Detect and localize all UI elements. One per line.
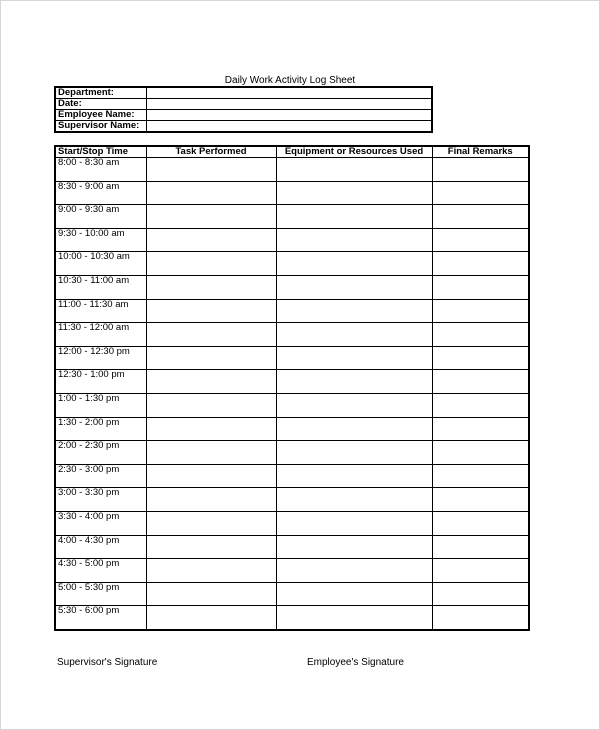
table-row [55,346,529,370]
time-slot-cell: 8:30 - 9:00 am [55,181,146,205]
task-performed-cell[interactable] [146,393,276,417]
task-performed-cell[interactable] [146,158,276,182]
task-performed-cell[interactable] [146,559,276,583]
equipment-resources-cell[interactable] [276,417,432,441]
task-performed-cell[interactable] [146,582,276,606]
task-performed-cell[interactable] [146,252,276,276]
equipment-resources-cell[interactable] [276,488,432,512]
equipment-resources-cell[interactable] [276,346,432,370]
final-remarks-cell[interactable] [432,488,529,512]
final-remarks-cell[interactable] [432,205,529,229]
task-performed-cell[interactable] [146,181,276,205]
table-row [55,323,529,347]
table-row [55,441,529,465]
table-row [55,393,529,417]
equipment-resources-cell[interactable] [276,464,432,488]
header-start-stop-time: Start/Stop Time [55,146,146,158]
final-remarks-cell[interactable] [432,252,529,276]
final-remarks-cell[interactable] [432,582,529,606]
department-field[interactable] [147,87,433,99]
time-slot-cell: 1:00 - 1:30 pm [55,393,146,417]
header-equipment-resources: Equipment or Resources Used [276,146,432,158]
final-remarks-cell[interactable] [432,606,529,630]
time-slot-cell: 9:30 - 10:00 am [55,228,146,252]
table-row [55,275,529,299]
time-slot-cell: 12:00 - 12:30 pm [55,346,146,370]
equipment-resources-cell[interactable] [276,299,432,323]
table-row [55,606,529,630]
final-remarks-cell[interactable] [432,370,529,394]
equipment-resources-cell[interactable] [276,393,432,417]
table-row [55,205,529,229]
document-title: Daily Work Activity Log Sheet [224,75,356,86]
time-slot-cell: 9:00 - 9:30 am [55,205,146,229]
final-remarks-cell[interactable] [432,275,529,299]
info-row-department [55,87,432,99]
time-slot-cell: 4:00 - 4:30 pm [55,535,146,559]
log-header-row [55,146,529,158]
task-performed-cell[interactable] [146,228,276,252]
log-body [55,158,529,630]
info-row-employee-name [55,110,432,121]
time-slot-cell: 11:00 - 11:30 am [55,299,146,323]
final-remarks-cell[interactable] [432,559,529,583]
task-performed-cell[interactable] [146,606,276,630]
date-field[interactable] [147,99,433,110]
table-row [55,299,529,323]
task-performed-cell[interactable] [146,441,276,465]
table-row [55,228,529,252]
task-performed-cell[interactable] [146,346,276,370]
time-slot-cell: 10:30 - 11:00 am [55,275,146,299]
header-final-remarks: Final Remarks [432,146,529,158]
equipment-resources-cell[interactable] [276,181,432,205]
time-slot-cell: 5:30 - 6:00 pm [55,606,146,630]
equipment-resources-cell[interactable] [276,158,432,182]
final-remarks-cell[interactable] [432,181,529,205]
task-performed-cell[interactable] [146,464,276,488]
final-remarks-cell[interactable] [432,393,529,417]
task-performed-cell[interactable] [146,275,276,299]
info-table [54,86,433,133]
time-slot-cell: 4:30 - 5:00 pm [55,559,146,583]
equipment-resources-cell[interactable] [276,323,432,347]
time-slot-cell: 11:30 - 12:00 am [55,323,146,347]
department-label: Department: [55,87,147,99]
task-performed-cell[interactable] [146,370,276,394]
time-slot-cell: 3:30 - 4:00 pm [55,511,146,535]
time-slot-cell: 2:30 - 3:00 pm [55,464,146,488]
equipment-resources-cell[interactable] [276,511,432,535]
supervisor-name-field[interactable] [147,121,433,133]
table-row [55,582,529,606]
time-slot-cell: 1:30 - 2:00 pm [55,417,146,441]
table-row [55,252,529,276]
info-row-date [55,99,432,110]
final-remarks-cell[interactable] [432,158,529,182]
task-performed-cell[interactable] [146,488,276,512]
equipment-resources-cell[interactable] [276,559,432,583]
header-task-performed: Task Performed [146,146,276,158]
final-remarks-cell[interactable] [432,323,529,347]
task-performed-cell[interactable] [146,417,276,441]
time-slot-cell: 5:00 - 5:30 pm [55,582,146,606]
employee-name-label: Employee Name: [55,110,147,121]
table-row [55,181,529,205]
equipment-resources-cell[interactable] [276,228,432,252]
final-remarks-cell[interactable] [432,441,529,465]
final-remarks-cell[interactable] [432,417,529,441]
equipment-resources-cell[interactable] [276,205,432,229]
task-performed-cell[interactable] [146,323,276,347]
date-label: Date: [55,99,147,110]
employee-name-field[interactable] [147,110,433,121]
table-row [55,535,529,559]
table-row [55,559,529,583]
final-remarks-cell[interactable] [432,535,529,559]
table-row [55,488,529,512]
activity-log-table [54,145,530,631]
task-performed-cell[interactable] [146,511,276,535]
info-row-supervisor-name [55,121,432,133]
time-slot-cell: 3:00 - 3:30 pm [55,488,146,512]
final-remarks-cell[interactable] [432,346,529,370]
table-row [55,370,529,394]
task-performed-cell[interactable] [146,535,276,559]
task-performed-cell[interactable] [146,299,276,323]
time-slot-cell: 10:00 - 10:30 am [55,252,146,276]
equipment-resources-cell[interactable] [276,252,432,276]
supervisor-signature-label: Supervisor's Signature [57,657,158,668]
equipment-resources-cell[interactable] [276,535,432,559]
employee-signature-label: Employee's Signature [307,657,404,668]
task-performed-cell[interactable] [146,205,276,229]
final-remarks-cell[interactable] [432,464,529,488]
time-slot-cell: 8:00 - 8:30 am [55,158,146,182]
table-row [55,464,529,488]
time-slot-cell: 12:30 - 1:00 pm [55,370,146,394]
time-slot-cell: 2:00 - 2:30 pm [55,441,146,465]
equipment-resources-cell[interactable] [276,275,432,299]
table-row [55,158,529,182]
final-remarks-cell[interactable] [432,299,529,323]
equipment-resources-cell[interactable] [276,370,432,394]
supervisor-name-label: Supervisor Name: [55,121,147,133]
table-row [55,417,529,441]
table-row [55,511,529,535]
equipment-resources-cell[interactable] [276,582,432,606]
equipment-resources-cell[interactable] [276,441,432,465]
equipment-resources-cell[interactable] [276,606,432,630]
final-remarks-cell[interactable] [432,228,529,252]
final-remarks-cell[interactable] [432,511,529,535]
